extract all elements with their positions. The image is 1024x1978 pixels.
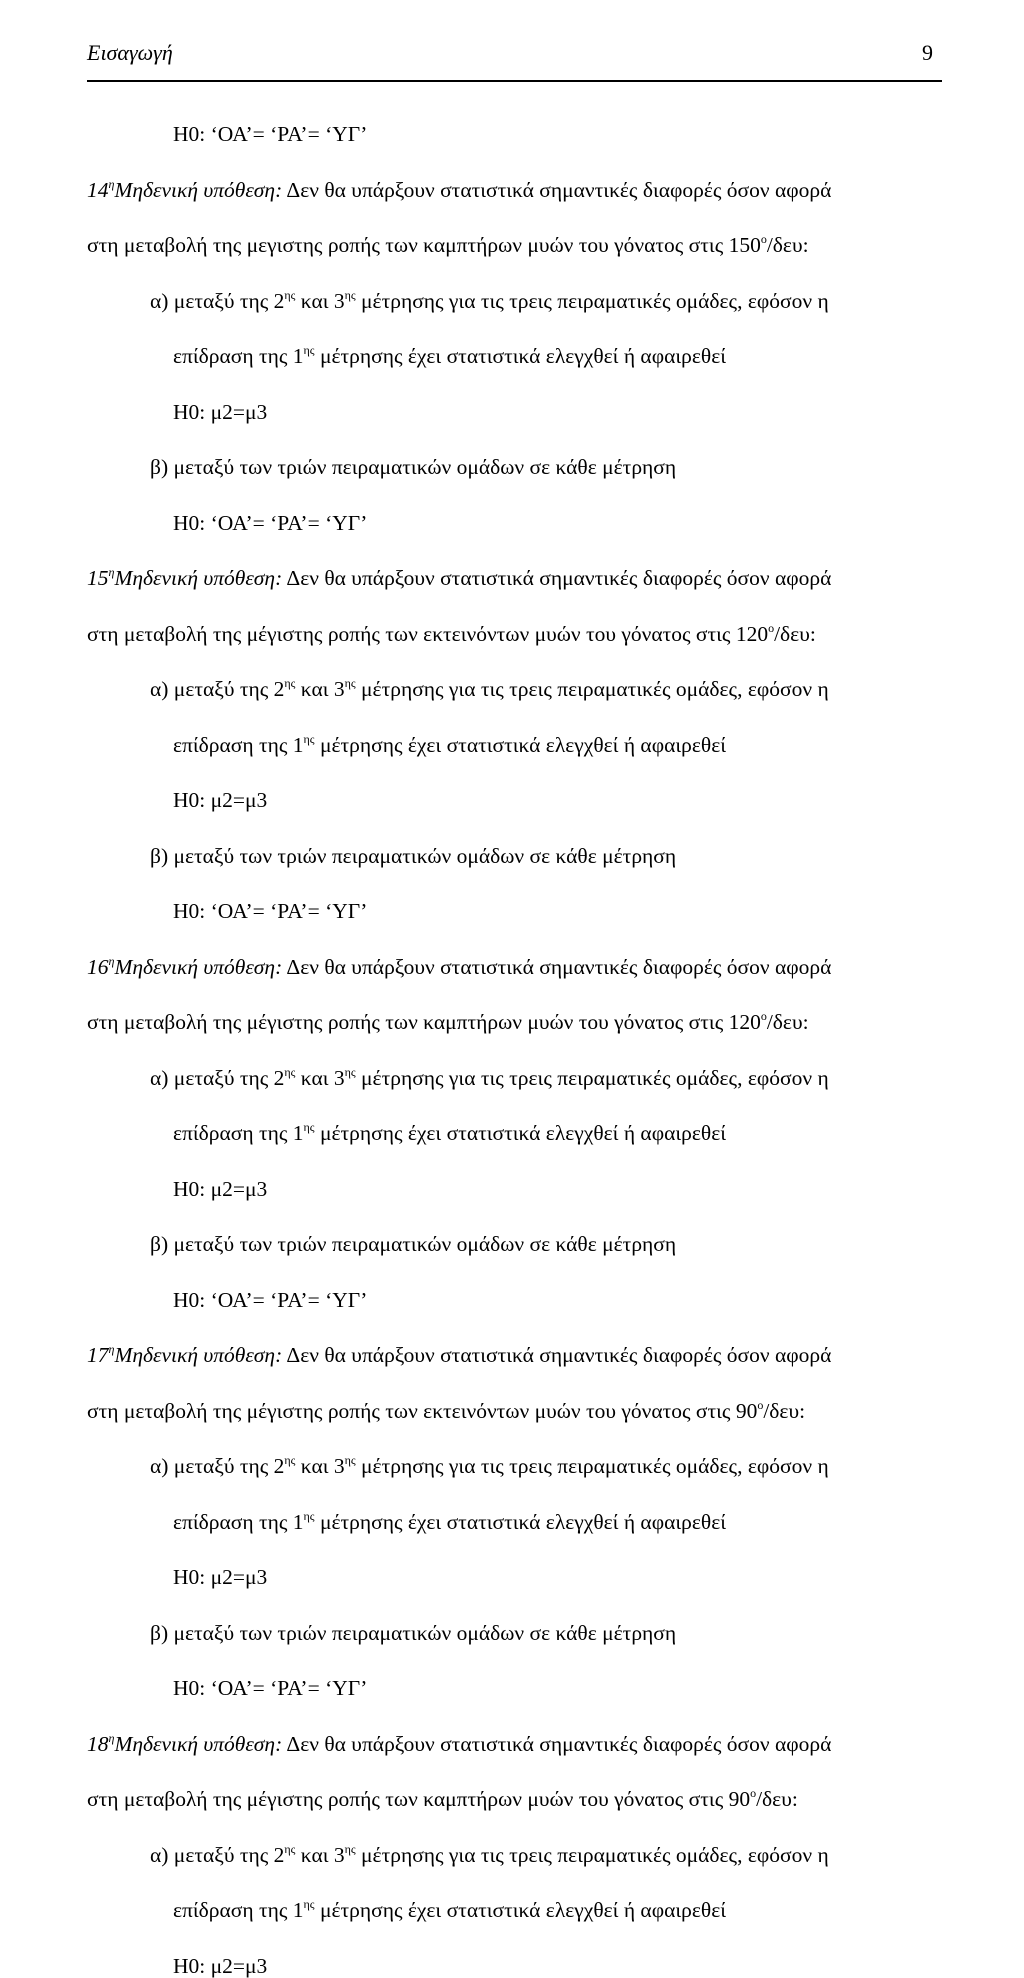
- a-sup-2: ης: [344, 1453, 356, 1467]
- condition-a-line: [150, 287, 829, 313]
- hypothesis-number: 15: [87, 566, 109, 590]
- hypothesis-text: Δεν θα υπάρξουν στατιστικά σημαντικές διαφορές όσον αφορά: [282, 1731, 832, 1756]
- condition-b-line: [150, 1234, 676, 1256]
- hypothesis-second-line: [87, 232, 809, 257]
- a-sup-2: ης: [344, 1064, 356, 1079]
- a-text-1: α) μεταξύ της 2: [150, 1065, 285, 1090]
- effect-text-2: μέτρησης έχει στατιστικά ελεγχθεί ή αφαιρεθεί: [314, 1898, 727, 1922]
- condition-b: β) μεταξύ των τριών πειραματικών ομάδων σε κάθε μέτρηση: [150, 843, 677, 868]
- a-text-3: μέτρησης για τις τρεις πειραματικές ομάδες, εφόσον η: [355, 288, 829, 313]
- h0-groups-line: [173, 510, 368, 535]
- a-sup-2: ης: [344, 676, 356, 690]
- h0-means: Η0: μ2=μ3: [173, 1176, 268, 1201]
- a-text-1: α) μεταξύ της 2: [150, 1454, 285, 1478]
- a-text-1: α) μεταξύ της 2: [150, 1842, 285, 1867]
- h0-groups-line: [173, 1678, 367, 1700]
- a-text-3: μέτρησης για τις τρεις πειραματικές ομάδες, εφόσον η: [355, 1454, 829, 1478]
- condition-b: β) μεταξύ των τριών πειραματικών ομάδων σε κάθε μέτρηση: [150, 1620, 677, 1645]
- effect-text-2: μέτρησης έχει στατιστικά ελεγχθεί ή αφαιρεθεί: [314, 1121, 727, 1145]
- a-text-3: μέτρησης για τις τρεις πειραματικές ομάδες, εφόσον η: [355, 1842, 829, 1867]
- hypothesis-label: Μηδενική υπόθεση:: [114, 1731, 283, 1756]
- hypothesis-heading-line: [87, 565, 832, 590]
- effect-sup: ης: [303, 343, 315, 357]
- condition-a-line: [150, 1453, 829, 1478]
- hypothesis-heading-line: [87, 1342, 832, 1367]
- condition-b-line: [150, 1620, 677, 1645]
- unit-text: /δευ:: [763, 1398, 806, 1423]
- h0-means-line: [173, 399, 268, 424]
- hypothesis-second-line: [87, 1397, 806, 1423]
- h0-groups-line: [173, 1287, 368, 1312]
- effect-line: [173, 343, 727, 368]
- effect-text-2: μέτρησης έχει στατιστικά ελεγχθεί ή αφαιρεθεί: [314, 1509, 727, 1534]
- hypothesis-heading-line: [87, 176, 832, 202]
- condition-b: β) μεταξύ των τριών πειραματικών ομάδων σε κάθε μέτρηση: [150, 455, 677, 479]
- effect-sup: ης: [303, 1508, 315, 1523]
- a-text-3: μέτρησης για τις τρεις πειραματικές ομάδες, εφόσον η: [355, 677, 829, 701]
- h0-groups: Η0: ‘ΟΑ’= ‘ΡΑ’= ‘ΥΓ’: [173, 122, 368, 146]
- h0-groups: Η0: ‘ΟΑ’= ‘ΡΑ’= ‘ΥΓ’: [173, 510, 368, 535]
- a-sup-1: ης: [284, 1453, 296, 1467]
- degree-sup: ο: [768, 620, 775, 635]
- hypothesis-text-line2: στη μεταβολή της μεγιστης ροπής των καμπτήρων μυών του γόνατος στις 150: [87, 233, 761, 257]
- h0-means-line: [173, 1176, 268, 1201]
- a-sup-1: ης: [284, 1841, 296, 1856]
- h0-groups: Η0: ‘ΟΑ’= ‘ΡΑ’= ‘ΥΓ’: [173, 1676, 368, 1700]
- effect-line: [173, 731, 727, 757]
- header-rule: [87, 80, 942, 82]
- condition-a-line: [150, 676, 829, 701]
- hypothesis-text: Δεν θα υπάρξουν στατιστικά σημαντικές διαφορές όσον αφορά: [282, 177, 832, 202]
- hypothesis-text-line2: στη μεταβολή της μέγιστης ροπής των εκτεινόντων μυών του γόνατος στις 90: [87, 1398, 758, 1423]
- degree-sup: ο: [760, 232, 767, 246]
- condition-b: β) μεταξύ των τριών πειραματικών ομάδων σε κάθε μέτρηση: [150, 1232, 677, 1256]
- hypothesis-text-line2: στη μεταβολή της μέγιστης ροπής των καμπτήρων μυών του γόνατος στις 90: [87, 1787, 751, 1811]
- h0-means: Η0: μ2=μ3: [173, 788, 268, 812]
- h0-groups-line: [173, 901, 367, 923]
- h0-means-line: [173, 1567, 267, 1589]
- hypothesis-label: Μηδενική υπόθεση:: [114, 1343, 283, 1367]
- effect-text-1: επίδραση της 1: [173, 1898, 304, 1922]
- h0-means: Η0: μ2=μ3: [173, 1565, 268, 1589]
- unit-text: /δευ:: [766, 1010, 809, 1034]
- hypothesis-number-sup: η: [108, 565, 115, 579]
- unit-text: /δευ:: [774, 621, 816, 646]
- hypothesis-number-sup: η: [108, 953, 115, 968]
- hypothesis-number: 17: [87, 1343, 109, 1367]
- hypothesis-number: 14: [87, 177, 109, 202]
- effect-line: [173, 1120, 727, 1145]
- hypothesis-second-line: [87, 620, 816, 646]
- h0-groups: Η0: ‘ΟΑ’= ‘ΡΑ’= ‘ΥΓ’: [173, 1287, 368, 1312]
- a-text-2: και 3: [295, 1454, 345, 1478]
- degree-sup: ο: [757, 1397, 764, 1412]
- effect-text-2: μέτρησης έχει στατιστικά ελεγχθεί ή αφαιρεθεί: [314, 344, 727, 368]
- effect-text-1: επίδραση της 1: [173, 1509, 304, 1534]
- effect-sup: ης: [303, 731, 315, 746]
- hypothesis-text: Δεν θα υπάρξουν στατιστικά σημαντικές διαφορές όσον αφορά: [282, 954, 832, 979]
- hypothesis-text-line2: στη μεταβολή της μέγιστης ροπής των εκτεινόντων μυών του γόνατος στις 120: [87, 621, 769, 646]
- effect-text-1: επίδραση της 1: [173, 732, 304, 757]
- condition-b-line: [150, 843, 677, 868]
- degree-sup: ο: [750, 1786, 757, 1800]
- a-sup-1: ης: [284, 1064, 296, 1079]
- hypothesis-label: Μηδενική υπόθεση:: [114, 566, 283, 590]
- a-text-2: και 3: [295, 1065, 345, 1090]
- hypothesis-number-sup: η: [108, 176, 115, 191]
- effect-text-1: επίδραση της 1: [173, 1121, 304, 1145]
- h0-means: Η0: μ2=μ3: [173, 1953, 268, 1978]
- a-sup-2: ης: [344, 287, 356, 302]
- effect-sup: ης: [303, 1897, 315, 1911]
- effect-sup: ης: [303, 1120, 315, 1134]
- condition-b-line: [150, 457, 676, 479]
- running-header-title: Εισαγωγή: [87, 40, 173, 65]
- hypothesis-second-line: [87, 1009, 809, 1034]
- degree-sup: ο: [760, 1009, 767, 1023]
- a-sup-2: ης: [344, 1841, 356, 1856]
- hypothesis-text: Δεν θα υπάρξουν στατιστικά σημαντικές διαφορές όσον αφορά: [282, 566, 832, 590]
- hypothesis-second-line: [87, 1786, 798, 1811]
- condition-a-line: [150, 1841, 829, 1867]
- a-text-2: και 3: [295, 677, 345, 701]
- condition-a-line: [150, 1064, 829, 1090]
- h0-means: Η0: μ2=μ3: [173, 399, 268, 424]
- a-text-1: α) μεταξύ της 2: [150, 677, 285, 701]
- h0-groups-line: [173, 124, 367, 146]
- hypothesis-text-line2: στη μεταβολή της μέγιστης ροπής των καμπτήρων μυών του γόνατος στις 120: [87, 1010, 761, 1034]
- hypothesis-number-sup: η: [108, 1730, 115, 1745]
- effect-line: [173, 1508, 727, 1534]
- h0-means-line: [173, 790, 267, 812]
- hypothesis-heading-line: [87, 1730, 832, 1756]
- h0-groups: Η0: ‘ΟΑ’= ‘ΡΑ’= ‘ΥΓ’: [173, 899, 368, 923]
- a-text-2: και 3: [295, 1842, 345, 1867]
- a-text-3: μέτρησης για τις τρεις πειραματικές ομάδες, εφόσον η: [355, 1065, 829, 1090]
- a-text-1: α) μεταξύ της 2: [150, 288, 285, 313]
- page-number: 9: [922, 40, 933, 65]
- effect-line: [173, 1897, 727, 1922]
- a-sup-1: ης: [284, 287, 296, 302]
- h0-means-line: [173, 1953, 268, 1978]
- a-sup-1: ης: [284, 676, 296, 690]
- hypothesis-heading-line: [87, 953, 832, 979]
- effect-text-2: μέτρησης έχει στατιστικά ελεγχθεί ή αφαιρεθεί: [314, 732, 727, 757]
- hypothesis-number-sup: η: [108, 1342, 115, 1356]
- a-text-2: και 3: [295, 288, 345, 313]
- hypothesis-text: Δεν θα υπάρξουν στατιστικά σημαντικές διαφορές όσον αφορά: [282, 1343, 832, 1367]
- hypothesis-label: Μηδενική υπόθεση:: [114, 177, 283, 202]
- hypothesis-number: 18: [87, 1731, 109, 1756]
- hypothesis-label: Μηδενική υπόθεση:: [114, 954, 283, 979]
- unit-text: /δευ:: [766, 233, 809, 257]
- effect-text-1: επίδραση της 1: [173, 344, 304, 368]
- hypothesis-number: 16: [87, 954, 109, 979]
- unit-text: /δευ:: [756, 1787, 798, 1811]
